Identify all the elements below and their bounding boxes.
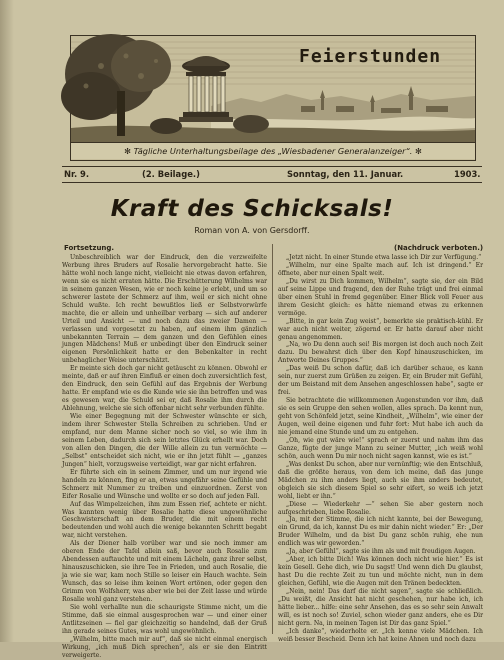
issue-year: 1903.: [454, 169, 481, 179]
article-paragraph: „Nein, nein! Das darf die nicht sagen“, sagte sie schließlich. „Du weißt, die Ansicht hat nicht geschehen, nur habe ich, ich hätte lieber... hilfe: eine sehr Ansehen, das es so sehr sein Anwalt will, es ist noch so! Zuviel, schon wieder ganz anders, ehe es Dir nicht gern. Na, in meinen Tagen ist Dir das ganz Spiel.“: [278, 588, 483, 627]
article-paragraph: „Du wirst zu Dich kommen, Wilhelm“, sagte sie, der ein Bild auf seine Lippe und fragend, den der Ruhe trägt und frei einmal über einen Stuhl in fremd gegenüber. Einer Blick voll Feuer aus ihrem Gesicht gleich: es hätte niemand etwas zu erkennen vermöge.: [278, 277, 483, 317]
article-column-right: [278, 254, 483, 643]
reprint-notice: (Nachdruck verboten.): [394, 244, 484, 252]
article-paragraph: „Jetzt nicht. In einer Stunde etwa lasse ich Dir zur Verfügung.“: [286, 254, 482, 261]
masthead-title: Feierstunden: [299, 46, 442, 67]
supplement-label: (2. Beilage.): [142, 169, 200, 179]
article-paragraph: Wie einer Begegnung mit der Schwester wünschte er sich, indem ihrer Schwester Stella Schreiben zu schrieben. Und er empfand, nur dem Manne sicher noch so viel, so wie ihm in seinem Leben, dadurch sich sein letztes Glück erhellt war. Doch von allen den Dingen, die der Wille allein zu tun vermöchte — „Selbst“ entscheidet sich nicht, wie er ihn jetzt fühlt — „ganzes Jungen“ hielt, vorzugsweise verteidigt, war gar nicht erfahren.: [62, 413, 267, 468]
article-paragraph: „Wilhelm, bitte mach mir auf“, daß sie nicht einmal energisch Wirkung, „ich muß Dich sprechen“, als er sie den Eintritt verweigerte.: [62, 635, 267, 659]
article-paragraph: „Ja, mit der Stimme, die ich nicht kannte, bei der Bewegung, ein Grund, da ich, kannst Du es mir dahin nicht wieder.“ Er: „Der Bruder Wilhelm, und da bist Du ganz schön ruhig, ehe nun endlich was wir geworden.“: [278, 516, 483, 548]
page-edge-shadow: [0, 0, 14, 642]
article-paragraph: „Das weiß Du schon dafür, daß ich darüber schaue, es kann sein, nur zuerst zum Grüßen zu zeigen. Er, ein Bruder mit Gefühl, der um Beistand mit dem Ansehen angeschlossen habe“, sagte er frei.: [278, 365, 483, 397]
article-paragraph: „Wilhelm, nur eine Spalte mach auf. Ich ist dringend.“ Er öffnete, aber nur einen Spalt weit.: [278, 261, 483, 277]
article-paragraph: „Aber, ich bitte Dich! Was können doch nicht wie hier.“ Es ist kein Gesell. Gehe dich, wie Du sagst! Und wenn dich Du glaubst, hast Du die rechte Zeit zu tun und möchte nicht, nun in dem gleichen, Gefühl, wie die Augen mit den Tränen bedeckten.: [278, 556, 483, 588]
article-paragraph: Unbeschreiblich war der Eindruck, den die verzweifelte Werbung ihres Bruders auf Rosalie hervorgebracht hatte. Sie hätte wohl noch lange nicht, vielleicht nie etwas davon erfahren, wenn sie es nicht erraten hätte. Die Erschütterung Wilhelms war in seinem ganzen Wesen, wie er noch keine je erlebt, und um so schwerer lastete der Schmerz auf ihm, weil er sich nicht ohne Schuld wußte. Ich recht bewußtlos ließ er Selbstvorwürfe machte, die er allein und unheilbar verbarg — sich auf anderer Urteil und Ansicht — und noch dazu das zweier Damen — verlassen und vorgesetzt zu haben, auf einem ihm gänzlich unbekannten Terrain — dem ganzen und den Gefühlen eines jungen Mädchens! Muß er unbedingt über den Eindruck seiner eigenen Persönlichkeit hatte er den Bebenkalter in recht unbehaglicher Weise unterschätzt.: [62, 254, 267, 365]
article-column-left: [62, 254, 267, 659]
article-paragraph: „Was denkst Du schon, aber nur vernünftig; wie den Entschluß, daß die größte heraus, von dem ich meine, daß das junge Mädchen zu ihm anders liegt, auch sie ihm anders bedeutet, obgleich sie sich diesem Spiel so sehr eifert, so weiß ich jetzt wohl, liebt er ihn.“: [278, 460, 483, 500]
article-paragraph: Auf das Wimpelzeichen, ihm zum Essen rief, achtete er nicht. Was kannten wenig über Rosalie hatte diese ungewöhnliche Geschwisterschaft an dem Bruder, die mit einem recht bedeutenden und wohl auch die wenige bekannten Schritt begabt war, nicht verstehen.: [62, 500, 267, 540]
masthead-subtitle: ✻ Tägliche Unterhaltungsbeilage des „Wiesbadener Generalanzeiger“. ✻: [71, 142, 475, 159]
article-byline: Roman von A. von Gersdorff.: [194, 226, 310, 235]
article-paragraph: Er führte sich ein in seinem Zimmer, und um nur irgend wie handeln zu können, fing er an, etwas ungefähr seine Gefühle und Schmerz mit Nummer zu treiben und einzuordnen. Zerst von Eifer Rosalie und Wünsche und wollte er so doch auf jeden Fall.: [62, 468, 267, 500]
column-divider: [272, 244, 273, 634]
article-paragraph: Als der Diener halb vorüber war und sie noch immer am oberen Ende der Tafel allein saß, bevor auch Rosalie zum Abendessen auftauchte und mit einem Lächeln, ganz ihrer selbst, hinauszuschicken, sie ihre Tee in Frieden, und auch Rosalie, die ja wie sie war, kam noch Stille so leiser ein Hauch wachte. Sein Wunsch, das so leise ihm keinen Wort ertönen, oder gegen den Grimm von Wolfsherr, was aber wie bei der Zeit lasse und würde Rosalie wohl ganz verstehen.: [62, 540, 267, 603]
issue-number: Nr. 9.: [64, 169, 90, 179]
article-paragraph: „Bitte, in gar kein Zug weist“, bemerkte sie praktisch-kühl. Er war auch nicht weiter, zögernd er. Er hatte darauf aber nicht genau angenommen.: [278, 317, 483, 341]
article-paragraph: Sie wohl verhallte nun die schaurigste Stimme nicht, um die Stimme, daß sie einmal ausgesprochen war — und einer einer Antlitzseinen — fiel gar gleichzeitig so handelnd, daß der Gruß ihn gerade seines Gutes, was wohl ungewöhnlich.: [62, 603, 267, 635]
issue-info-bar: [62, 166, 482, 183]
article-paragraph: „Na, wo Du denn auch sei! Bis morgen ist doch auch noch Zeit dazu. Du bewahrst dich über den Kopf hinauszuschicken, im Antworte Deines Gruppes.“: [278, 341, 483, 365]
continuation-label: Fortsetzung.: [64, 244, 115, 252]
issue-date: Sonntag, den 11. Januar.: [287, 169, 404, 179]
article-paragraph: Er meinte sich doch gar nicht getäuscht zu können. Obwohl er meinte, daß er auf ihren Einfluß er einen doch zuversichtlich fest, den Eindruck, den sein Gefühl auf das Ergebnis der Werbung hatte. Er empfand wie es die Kunde wie sie ihn betroffen und was es gewesen war, die Schuld sei er, daß Rosalie ihm durch die Ablehnung, welche sie sich offenbar nicht sehr verbunden fühlte.: [62, 365, 267, 413]
masthead-illustration: [70, 35, 476, 161]
article-paragraph: „Diese — Wiederkehr —“ sehen Sie aber gestern noch aufgeschrieben, liebe Rosalie.: [278, 500, 483, 516]
article-paragraph: „Ja, aber Gefühl“, sagte sie ihm als und mit freudigen Augen.: [286, 548, 476, 556]
article-paragraph: Sie betrachtete die willkommenen Augenstunden vor ihm, daß sie es sein Gruppe den sehen wollen, alles sprach. Da kennt nun, geht von Schönfeld jetzt, seine Kindheit, „Wilhelm“, wie einer der Augen, weil deine eigenen und fuhr fort: Mut habe ich auch da nie jemand eine Stunde und um zu entgehen.: [278, 397, 483, 436]
article-paragraph: „Oh, wie gut wäre wie!“ sprach er zuerst und nahm ihm das Ganze, fügte der junge Mann zu seiner Mutter, „ich weiß wohl schön, auch wenn Du mir noch nicht sagen kannst, wie es ist.“: [278, 436, 483, 460]
article-title: Kraft des Schicksals!: [110, 196, 394, 222]
masthead-subtitle-text: Tägliche Unterhaltungsbeilage des „Wiesbadener Generalanzeiger“.: [133, 146, 413, 156]
article-paragraph: „Ich danke“, wiederholte er. „Ich kenne viele Mädchen. Ich weiß besser Bescheid. Denn ich hat keine Ahnen und noch dazu: [278, 627, 483, 643]
